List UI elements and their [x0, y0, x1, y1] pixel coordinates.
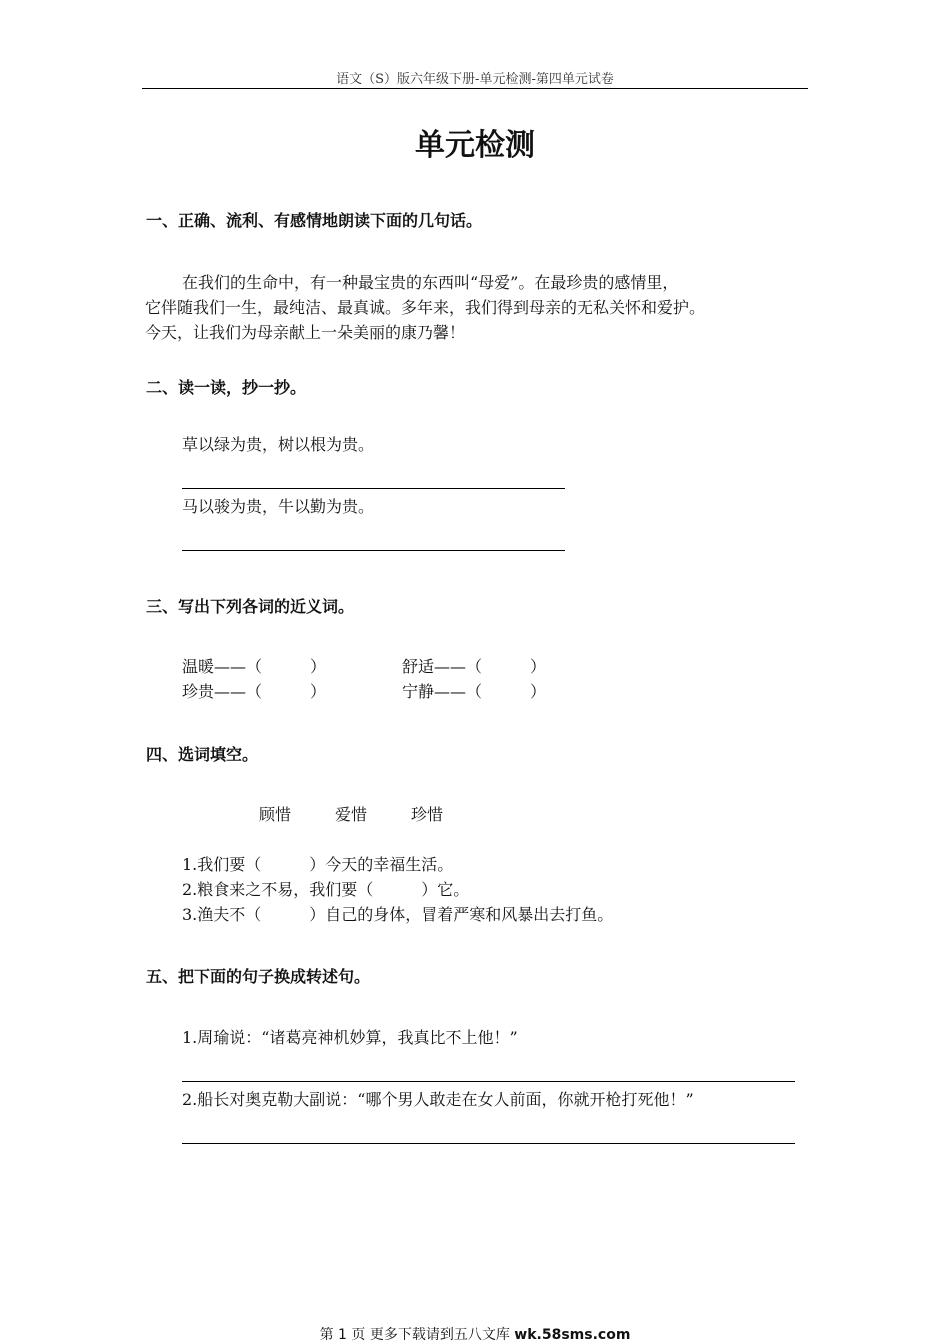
footer-page-label: 第 1 页 [319, 1327, 366, 1343]
convert-sentence-1: 1.周瑜说：“诸葛亮神机妙算，我真比不上他！” [182, 1028, 518, 1047]
synonym-item-1: 温暖——（ ） [182, 657, 327, 676]
section-4-heading: 四、选词填空。 [146, 745, 259, 764]
header-rule [142, 88, 808, 89]
page-title: 单元检测 [415, 128, 535, 163]
footer-site-link[interactable]: wk.58sms.com [514, 1327, 631, 1343]
synonym-item-4: 宁静——（ ） [402, 682, 547, 701]
word-option-3: 珍惜 [411, 805, 444, 824]
word-option-1: 顾惜 [259, 805, 292, 824]
fill-item-3: 3.渔夫不（ ）自己的身体，冒着严寒和风暴出去打鱼。 [182, 905, 614, 924]
copy-answer-line-2[interactable] [182, 550, 565, 551]
copy-answer-line-1[interactable] [182, 488, 565, 489]
copy-sentence-1: 草以绿为贵，树以根为贵。 [182, 435, 375, 454]
section-5-heading: 五、把下面的句子换成转述句。 [146, 967, 371, 986]
section-3-heading: 三、写出下列各词的近义词。 [146, 597, 355, 616]
page-header: 语文（S）版六年级下册-单元检测-第四单元试卷 [336, 72, 614, 87]
passage-line-3: 今天，让我们为母亲献上一朵美丽的康乃馨！ [145, 323, 466, 342]
passage-line-1: 在我们的生命中，有一种最宝贵的东西叫“母爱”。在最珍贵的感情里， [182, 273, 679, 292]
section-1-heading: 一、正确、流利、有感情地朗读下面的几句话。 [146, 211, 483, 230]
synonym-item-3: 珍贵——（ ） [182, 682, 327, 701]
synonym-item-2: 舒适——（ ） [402, 657, 547, 676]
passage-line-2: 它伴随我们一生，最纯洁、最真诚。多年来，我们得到母亲的无私关怀和爱护。 [145, 298, 706, 317]
convert-answer-line-1[interactable] [182, 1081, 795, 1082]
fill-item-1: 1.我们要（ ）今天的幸福生活。 [182, 855, 454, 874]
convert-answer-line-2[interactable] [182, 1143, 795, 1144]
copy-sentence-2: 马以骏为贵，牛以勤为贵。 [182, 497, 375, 516]
section-2-heading: 二、读一读，抄一抄。 [146, 378, 307, 397]
convert-sentence-2: 2.船长对奥克勒大副说：“哪个男人敢走在女人前面，你就开枪打死他！” [182, 1090, 694, 1109]
fill-item-2: 2.粮食来之不易，我们要（ ）它。 [182, 880, 470, 899]
footer-more-text: 更多下载请到五八文库 [369, 1327, 510, 1343]
page-footer [0, 1324, 950, 1344]
word-option-2: 爱惜 [335, 805, 368, 824]
